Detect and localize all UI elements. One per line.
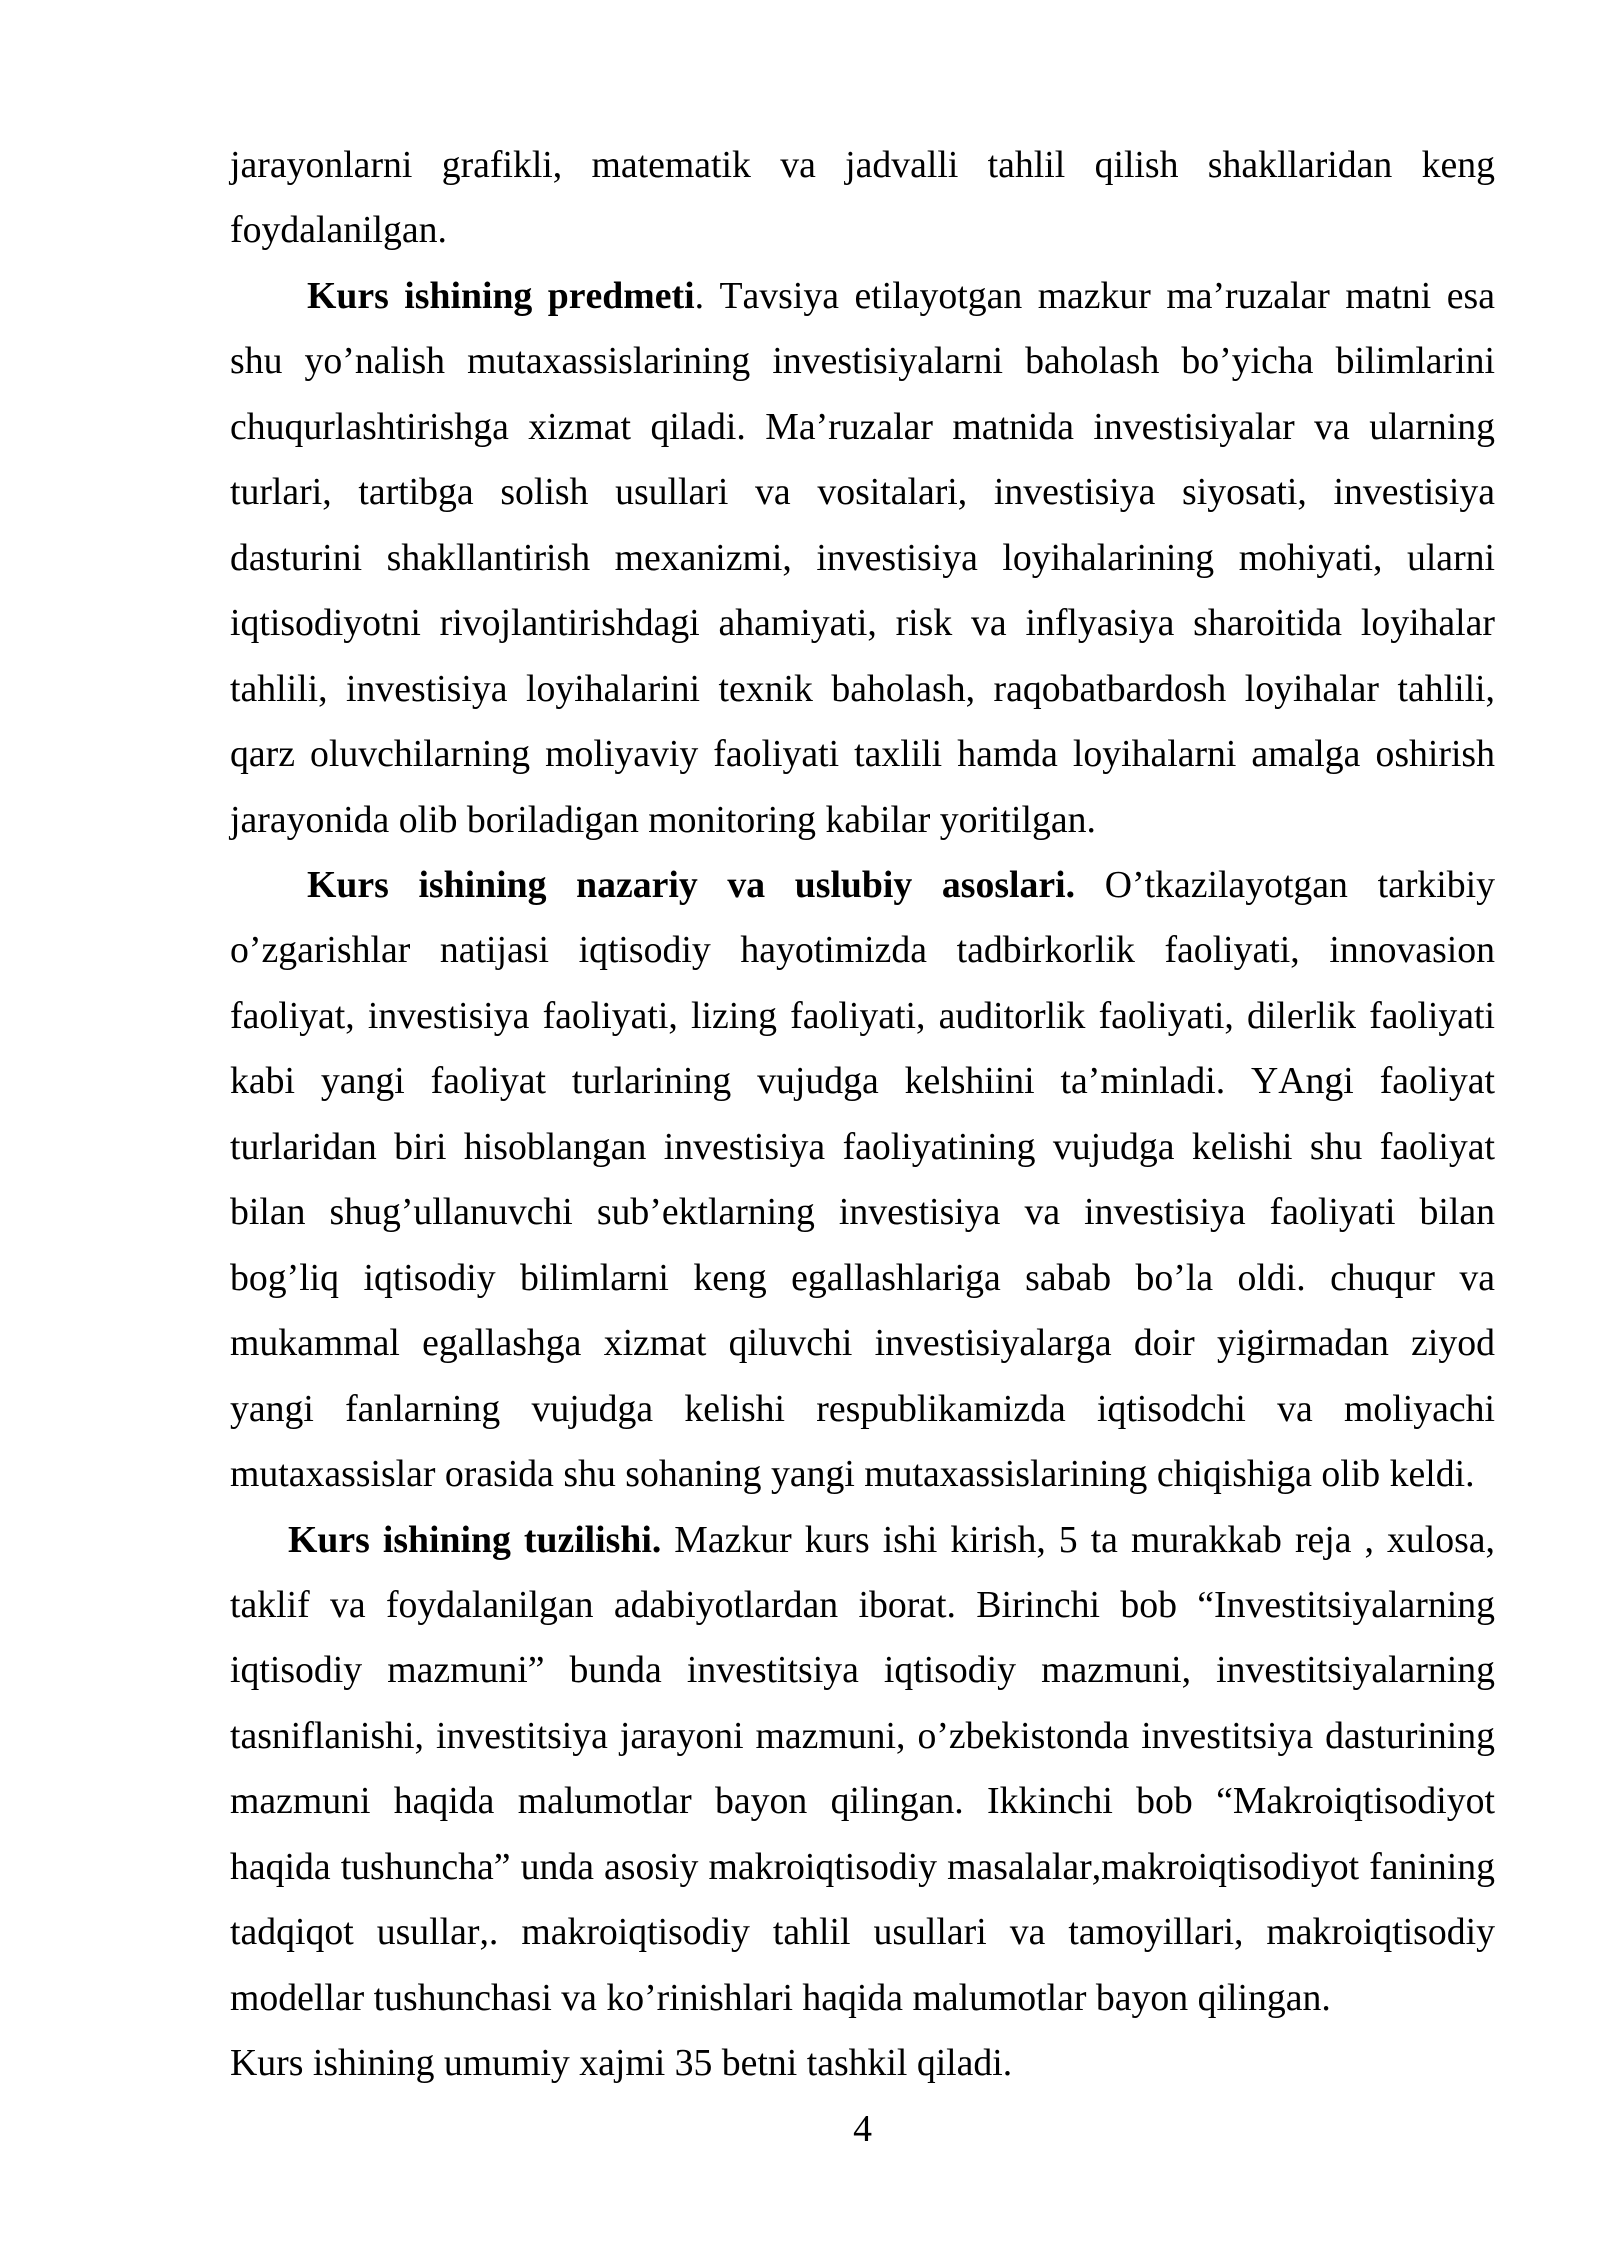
section-heading: Kurs ishining predmeti <box>307 274 695 317</box>
paragraph-text: Mazkur kurs ishi kirish, 5 ta murakkab reja , xulosa, taklif va foydalanilgan adabiyotlardan iborat. Birinchi bob “Investitsiyalarning iqtisodiy mazmuni” bunda investitsiya iqtisodiy mazmuni, investitsiyalarning tasniflanishi, investitsiya jarayoni mazmuni, o’zbekistonda investitsiya dasturining mazmuni haqida malumotlar bayon qilingan. Ikkinchi bob “Makroiqtisodiyot haqida tushuncha” unda asosiy makroiqtisodiy masalalar,makroiqtisodiyot fanining tadqiqot usullar,. makroiqtisodiy tahlil usullari va tamoyillari, makroiqtisodiy modellar tushunchasi va ko’rinishlari haqida malumotlar bayon qilingan. <box>230 1518 1495 2019</box>
paragraph-theoretical-basis <box>230 853 1495 1508</box>
paragraph-text: . Tavsiya etilayotgan mazkur ma’ruzalar matni esa shu yo’nalish mutaxassislarining investisiyalarni baholash bo’yicha bilimlarini chuqurlashtirishga xizmat qiladi. Ma’ruzalar matnida investisiyalar va ularning turlari, tartibga solish usullari va vositalari, investisiya siyosati, investisiya dasturini shakllantirish mexanizmi, investisiya loyihalarining mohiyati, ularni iqtisodiyotni rivojlantirishdagi ahamiyati, risk va inflyasiya sharoitida loyihalar tahlili, investisiya loyihalarini texnik baholash, raqobatbardosh loyihalar tahlili, qarz oluvchilarning moliyaviy faoliyati taxlili hamda loyihalarni amalga oshirish jarayonida olib boriladigan monitoring kabilar yoritilgan. <box>230 274 1495 841</box>
paragraph-course-structure <box>230 1508 1495 2032</box>
section-heading: Kurs ishining tuzilishi. <box>288 1518 662 1561</box>
section-heading: Kurs ishining nazariy va uslubiy asoslari. <box>307 863 1076 906</box>
paragraph-text: Kurs ishining umumiy xajmi 35 betni tashkil qiladi. <box>230 2042 1013 2085</box>
page-number: 4 <box>853 2107 872 2150</box>
paragraph-course-volume <box>230 2031 1495 2096</box>
paragraph-text: O’tkazilayotgan tarkibiy o’zgarishlar natijasi iqtisodiy hayotimizda tadbirkorlik faoliyati, innovasion faoliyat, investisiya faoliyati, lizing faoliyati, auditorlik faoliyati, dilerlik faoliyati kabi yangi faoliyat turlarining vujudga kelshiini ta’minladi. YAngi faoliyat turlaridan biri hisoblangan investisiya faoliyatining vujudga kelishi shu faoliyat bilan shug’ullanuvchi sub’ektlarning investisiya va investisiya faoliyati bilan bog’liq iqtisodiy bilimlarni keng egallashlariga sabab bo’la oldi. chuqur va mukammal egallashga xizmat qiluvchi investisiyalarga doir yigirmadan ziyod yangi fanlarning vujudga kelishi respublikamizda iqtisodchi va moliyachi mutaxassislar orasida shu sohaning yangi mutaxassislarining chiqishiga olib keldi. <box>230 863 1495 1496</box>
paragraph-course-subject <box>230 264 1495 853</box>
paragraph-continuation <box>230 133 1495 264</box>
paragraph-text: jarayonlarni grafikli, matematik va jadvalli tahlil qilish shakllaridan keng foydalanilgan. <box>230 144 1495 252</box>
document-page <box>230 133 1495 2162</box>
